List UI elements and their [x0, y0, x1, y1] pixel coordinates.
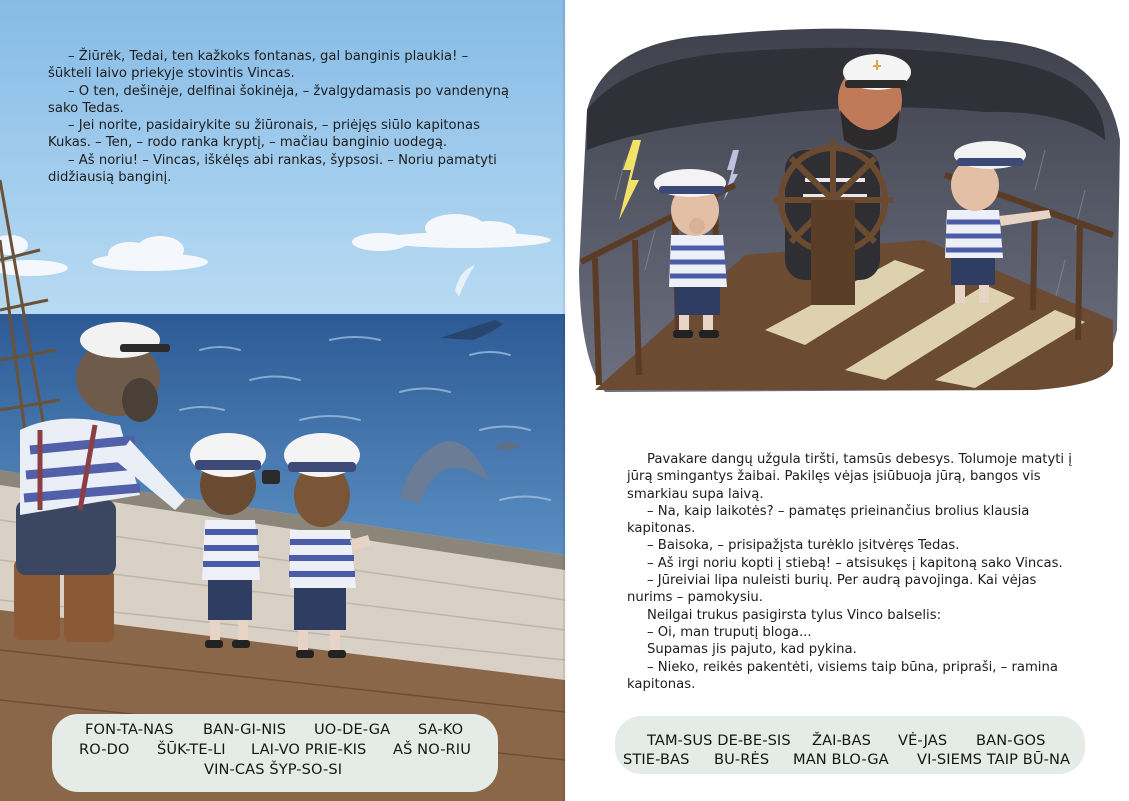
story-paragraph: – Aš irgi noriu kopti į stiebą! – atsisukęs į kapitoną sako Vincas.: [647, 555, 1063, 571]
story-paragraph: – Baisoka, – prisipažįsta turėklo įsitvėręs Tedas.: [647, 538, 960, 554]
story-paragraph: Supamas jis pajuto, kad pykina.: [647, 642, 857, 658]
story-paragraph: – Jūreiviai lipa nuleisti burių. Per audrą pavojinga. Kai vėjas nurims – pamokysiu.: [627, 573, 1037, 606]
syllable-word: RO-DO: [79, 741, 130, 758]
story-paragraph: – O ten, dešinėje, delfinai šokinėja, – žvalgydamasis po vandenyną sako Tedas.: [48, 83, 509, 116]
syllable-word: MAN BLO-GA: [793, 751, 889, 768]
story-paragraph: – Aš noriu! – Vincas, iškėlęs abi rankas, šypsosi. – Noriu pamatyti didžiausią banginį.: [48, 152, 497, 186]
syllable-word: AŠ NO-RIU: [393, 741, 471, 758]
left-story-text: [48, 48, 510, 186]
syllable-word: BU-RĖS: [714, 751, 770, 768]
syllable-word: FON-TA-NAS: [85, 721, 174, 738]
syllable-word: LAI-VO PRIE-KIS: [251, 741, 367, 758]
story-paragraph: – Nieko, reikės pakentėti, visiems taip būna, pripraši, – ramina kapitonas.: [627, 659, 1058, 692]
syllable-word: VĖ-JAS: [898, 732, 948, 749]
story-paragraph: – Na, kaip laikotės? – pamatęs prieinančius brolius klausia kapitonas.: [627, 503, 1030, 537]
story-paragraph: – Jei norite, pasidairykite su žiūronais, – priėjęs siūlo kapitonas Kukas. – Ten, – rodo ranka kryptį, – mačiau banginio uodegą.: [48, 118, 480, 151]
wheel-post: [811, 200, 855, 305]
right-syllable-box: [615, 716, 1085, 774]
syllable-word: UO-DE-GA: [314, 721, 391, 738]
syllable-word: VIN-CAS ŠYP-SO-SI: [204, 761, 343, 778]
syllable-word: TAM-SUS DE-BE-SIS: [647, 732, 791, 749]
syllable-word: VI-SIEMS TAIP BŪ-NA: [917, 751, 1071, 768]
story-paragraph: Neilgai trukus pasigirsta tylus Vinco balselis:: [647, 607, 942, 623]
right-page: [565, 0, 1129, 801]
syllable-word: SA-KO: [418, 721, 464, 738]
syllable-word: STIE-BAS: [623, 751, 690, 768]
story-paragraph: – Oi, man truputį bloga...: [647, 624, 812, 640]
syllable-word: BAN-GI-NIS: [203, 721, 287, 738]
story-paragraph: – Žiūrėk, Tedai, ten kažkoks fontanas, gal banginis plaukia! – šūkteli laivo priekyje stovintis Vincas.: [48, 49, 469, 82]
syllable-word: ŽAI-BAS: [812, 732, 871, 749]
story-paragraph: Pavakare dangų užgula tiršti, tamsūs debesys. Tolumoje matyti į jūrą smingantys žaibai. Pakilęs vėjas įsiūbuoja jūrą, bangos vis smarkiau supa laivą.: [627, 452, 1072, 502]
right-story-text: [627, 451, 1077, 693]
syllable-word: BAN-GOS: [976, 732, 1046, 749]
left-syllable-box: [52, 714, 498, 792]
page-gutter: [563, 0, 567, 801]
syllable-word: ŠŪK-TE-LI: [157, 741, 226, 758]
